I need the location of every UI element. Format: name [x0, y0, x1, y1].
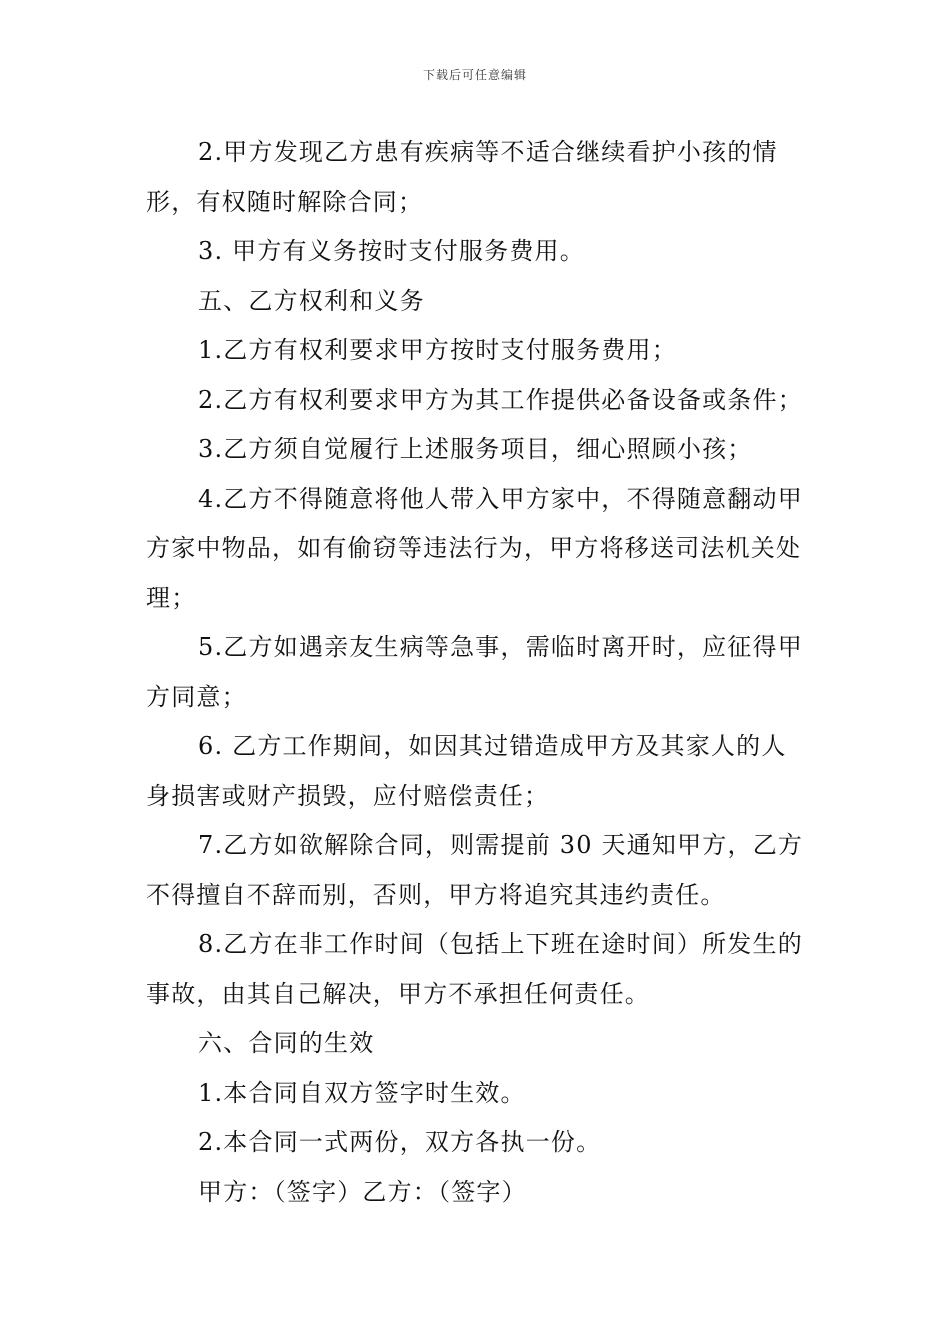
section-heading-party-b: 五、乙方权利和义务: [198, 286, 425, 315]
clause-party-b-2: 2.乙方有权利要求甲方为其工作提供必备设备或条件；: [198, 385, 803, 414]
document-body: [146, 128, 810, 1217]
clause-party-b-8: 8.乙方在非工作时间（包括上下班在途时间）所发生的事故，由其自己解决，甲方不承担任何责任。: [146, 930, 803, 1008]
clause-effect-1: 1.本合同自双方签字时生效。: [198, 1078, 526, 1107]
clause-party-b-6: 6. 乙方工作期间，如因其过错造成甲方及其家人的人身损害或财产损毁，应付赔偿责任；: [146, 732, 787, 810]
signature-line: 甲方：（签字）乙方：（签字）: [198, 1177, 527, 1206]
section-heading-effect: 六、合同的生效: [198, 1029, 375, 1057]
clause-party-b-1: 1.乙方有权利要求甲方按时支付服务费用；: [198, 336, 677, 364]
clause-effect-2: 2.本合同一式两份，双方各执一份。: [198, 1128, 602, 1156]
page-header-note: 下载后可任意编辑: [422, 68, 527, 82]
clause-party-b-4: 4.乙方不得随意将他人带入甲方家中，不得随意翻动甲方家中物品，如有偷窃等违法行为，甲方将移送司法机关处理；: [146, 484, 803, 612]
clause-party-b-7: 7.乙方如欲解除合同，则需提前 30 天通知甲方，乙方不得擅自不辞而别，否则，甲方将追究其违约责任。: [146, 831, 804, 909]
clause-party-a-payment: 3. 甲方有义务按时支付服务费用。: [198, 237, 585, 265]
clause-party-a-terminate: 2.甲方发现乙方患有疾病等不适合继续看护小孩的情形，有权随时解除合同；: [146, 138, 778, 216]
clause-party-b-3: 3.乙方须自觉履行上述服务项目，细心照顾小孩；: [198, 435, 753, 463]
clause-party-b-5: 5.乙方如遇亲友生病等急事，需临时离开时，应征得甲方同意；: [146, 633, 803, 711]
